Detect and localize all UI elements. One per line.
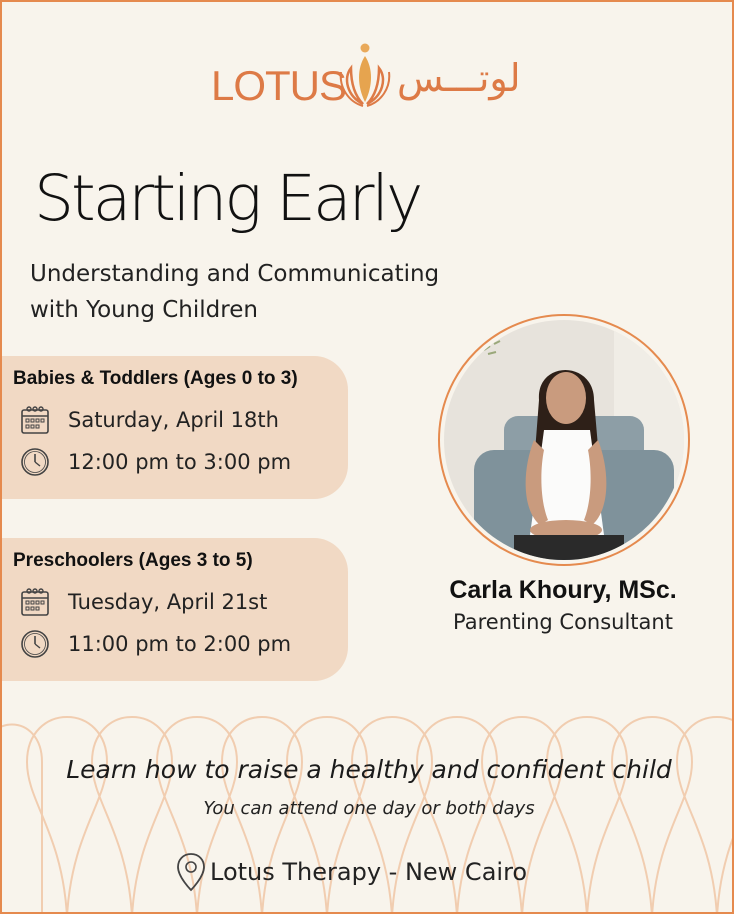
session-time: 11:00 pm to 2:00 pm [68,632,292,656]
presenter-role: Parenting Consultant [453,610,673,634]
session-time: 12:00 pm to 3:00 pm [68,450,292,474]
subtitle-line-1: Understanding and Communicating [30,261,440,287]
session-date-row [20,404,279,436]
presenter-name: Carla Khoury, MSc. [449,576,677,604]
subtitle-line-2: with Young Children [30,297,258,323]
session-time-row [20,446,291,478]
logo-text-en: LOTUS [211,62,347,109]
lotus-flower-icon [337,42,393,110]
location-pin-icon [176,852,206,892]
session-title: Babies & Toddlers (Ages 0 to 3) [13,368,298,389]
session-time-row [20,628,291,660]
session-date-row [20,586,267,618]
session-title: Preschoolers (Ages 3 to 5) [13,550,253,571]
session-date: Saturday, April 18th [68,408,279,432]
presenter-photo [444,320,684,560]
clock-icon [20,629,50,659]
session-card-preschoolers [2,538,348,681]
session-card-babies [2,356,348,499]
tagline: Learn how to raise a healthy and confident child [66,755,672,784]
event-subtitle [30,256,550,328]
lotus-logo [207,40,537,112]
event-title: Starting Early [34,162,421,235]
calendar-icon [20,587,50,617]
logo-text-ar: لوتـــس [397,56,521,100]
location-text: Lotus Therapy - New Cairo [210,858,528,886]
calendar-icon [20,405,50,435]
clock-icon [20,447,50,477]
session-date: Tuesday, April 21st [68,590,268,614]
location [176,852,527,892]
attendance-note: You can attend one day or both days [203,798,535,819]
